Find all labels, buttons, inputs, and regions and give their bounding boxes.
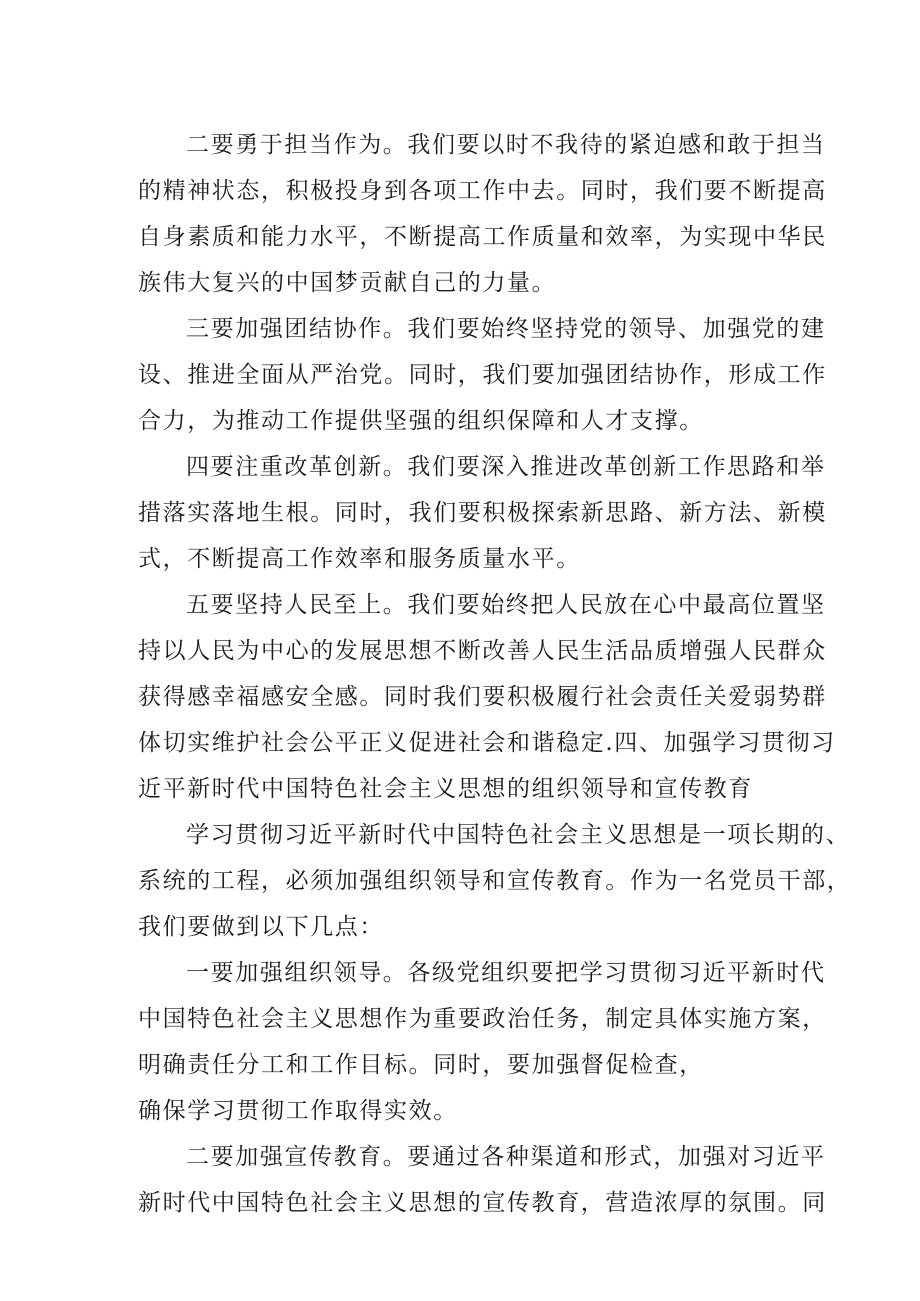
text-line: 二要加强宣传教育。要通过各种渠道和形式，加强对习近平 <box>186 1144 826 1170</box>
text-line: 的精神状态，积极投身到各项工作中去。同时，我们要不断提高 <box>138 178 827 204</box>
text-line: 五要坚持人民至上。我们要始终把人民放在心中最高位置坚 <box>186 592 826 618</box>
text-line: 持以人民为中心的发展思想不断改善人民生活品质增强人民群众 <box>138 638 827 664</box>
text-line: 式，不断提高工作效率和服务质量水平。 <box>138 546 581 572</box>
text-line: 获得感幸福感安全感。同时我们要积极履行社会责任关爱弱势群 <box>138 684 827 710</box>
text-line: 确保学习贯彻工作取得实效。 <box>138 1098 458 1124</box>
text-line: 近平新时代中国特色社会主义思想的组织领导和宣传教育 <box>138 776 753 802</box>
text-line: 设、推进全面从严治党。同时，我们要加强团结协作，形成工作 <box>138 362 827 388</box>
text-line: 二要勇于担当作为。我们要以时不我待的紧迫感和敢于担当 <box>186 132 826 158</box>
text-line: 四要注重改革创新。我们要深入推进改革创新工作思路和举 <box>186 454 826 480</box>
text-line: 学习贯彻习近平新时代中国特色社会主义思想是一项长期的、 <box>186 822 851 848</box>
text-line: 自身素质和能力水平，不断提高工作质量和效率，为实现中华民 <box>138 224 827 250</box>
text-line: 一要加强组织领导。各级党组织要把学习贯彻习近平新时代 <box>186 960 826 986</box>
text-line: 措落实落地生根。同时，我们要积极探索新思路、新方法、新模 <box>138 500 827 526</box>
text-line: 我们要做到以下几点： <box>138 914 384 940</box>
text-line: 三要加强团结协作。我们要始终坚持党的领导、加强党的建 <box>186 316 826 342</box>
text-line: 新时代中国特色社会主义思想的宣传教育，营造浓厚的氛围。同 <box>138 1190 827 1216</box>
text-line: 合力，为推动工作提供坚强的组织保障和人才支撑。 <box>138 408 704 434</box>
text-line: 中国特色社会主义思想作为重要政治任务，制定具体实施方案， <box>138 1006 827 1032</box>
text-line: 系统的工程，必须加强组织领导和宣传教育。作为一名党员干部， <box>138 868 852 894</box>
text-line: 体切实维护社会公平正义促进社会和谐稳定.四、加强学习贯彻习 <box>138 730 836 756</box>
document-body <box>138 122 852 1226</box>
text-line: 明确责任分工和工作目标。同时，要加强督促检查， <box>138 1052 704 1078</box>
text-line: 族伟大复兴的中国梦贡献自己的力量。 <box>138 270 557 296</box>
